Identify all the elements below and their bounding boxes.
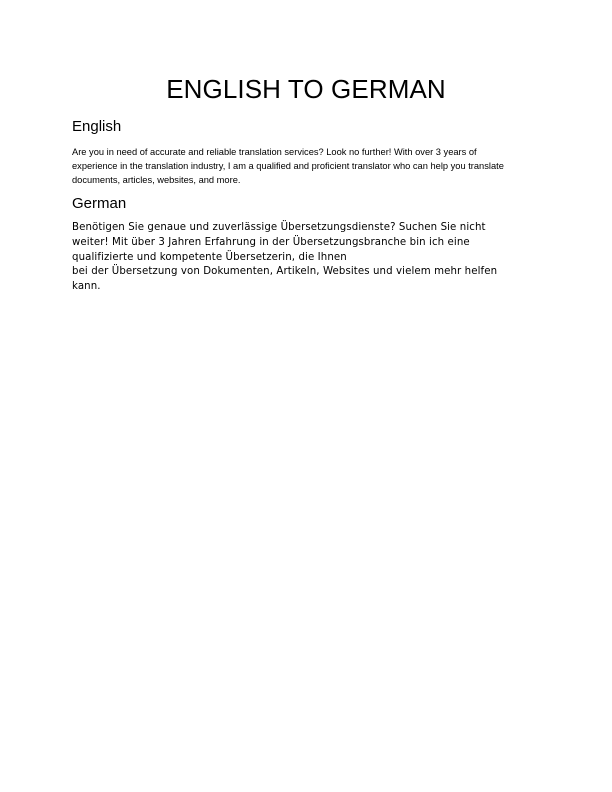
german-paragraph-line: kann. — [72, 281, 101, 293]
english-paragraph: Are you in need of accurate and reliable translation services? Look no further! With over 3 years of experience in the translation industry, I am a qualified and proficient translator who can help you translate documents, articles, websites, and more. — [72, 147, 504, 185]
german-paragraph-line: Benötigen Sie genaue und zuverlässige Übersetzungsdienste? Suchen Sie nicht — [72, 222, 486, 233]
german-paragraph-line: qualifizierte und kompetente Übersetzerin, die Ihnen — [72, 251, 347, 263]
german-paragraph-line: bei der Übersetzung von Dokumenten, Artikeln, Websites und vielem mehr helfen — [72, 266, 498, 278]
german-paragraph — [72, 221, 542, 295]
german-section-heading: German — [72, 195, 127, 212]
english-section-heading: English — [72, 118, 122, 135]
document-title: ENGLISH TO GERMAN — [166, 74, 446, 104]
german-paragraph-line: weiter! Mit über 3 Jahren Erfahrung in der Übersetzungsbranche bin ich eine — [72, 236, 470, 248]
